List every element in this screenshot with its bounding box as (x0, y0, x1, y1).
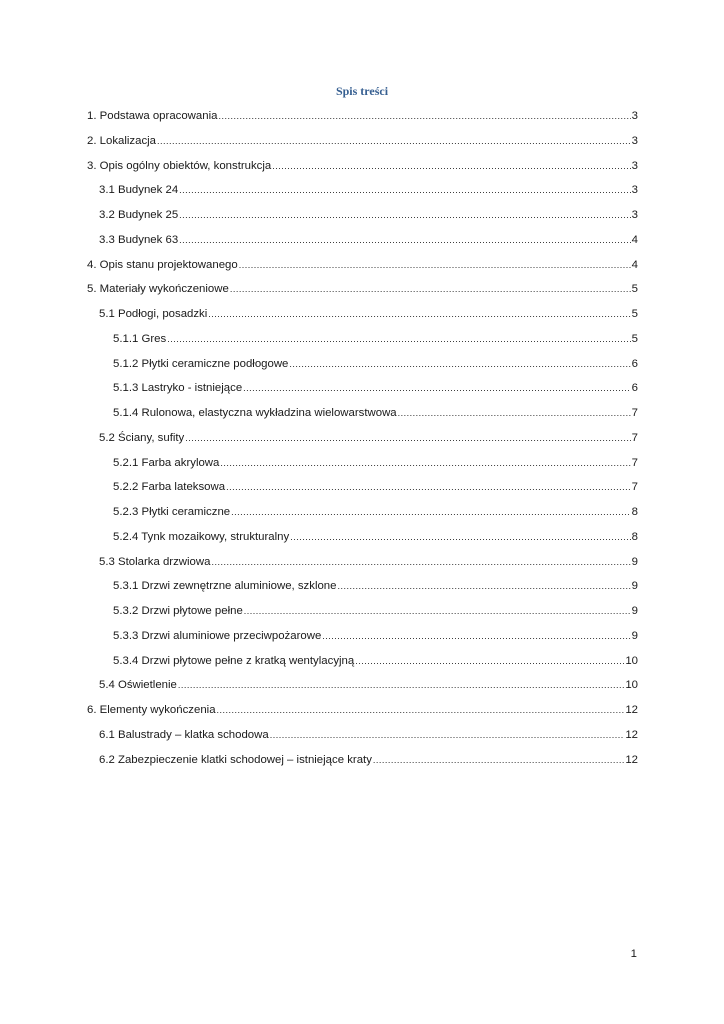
toc-entry[interactable] (87, 228, 638, 253)
toc-entry[interactable] (87, 723, 638, 748)
toc-dot-leader (270, 723, 625, 748)
toc-entry-page: 10 (625, 679, 638, 692)
toc-entry[interactable] (87, 574, 638, 599)
toc-dot-leader (167, 327, 630, 352)
table-of-contents (87, 104, 638, 772)
toc-entry-page: 7 (631, 431, 638, 444)
toc-dot-leader (179, 178, 630, 203)
toc-entry-page: 3 (631, 134, 638, 147)
toc-dot-leader (157, 129, 631, 154)
toc-entry-page: 6 (631, 357, 638, 370)
toc-entry-page: 9 (631, 605, 638, 617)
toc-entry-label: 3.2 Budynek 25 (99, 209, 179, 221)
toc-entry[interactable] (87, 129, 638, 154)
toc-entry-page: 7 (631, 407, 638, 419)
toc-entry-page: 3 (631, 209, 638, 221)
toc-entry[interactable] (87, 203, 638, 228)
toc-entry-label: 5.1 Podłogi, posadzki (99, 308, 208, 320)
toc-entry-label: 1. Podstawa opracowania (87, 110, 218, 122)
toc-entry[interactable] (87, 352, 638, 377)
toc-dot-leader (179, 228, 630, 253)
toc-entry-page: 10 (625, 654, 638, 667)
toc-title: Spis treści (335, 84, 389, 98)
toc-entry-label: 2. Lokalizacja (87, 134, 157, 147)
toc-entry-page: 5 (631, 283, 638, 296)
toc-entry-page: 4 (631, 233, 638, 246)
toc-entry-page: 8 (631, 506, 638, 518)
toc-entry-page: 7 (631, 456, 638, 469)
toc-entry-label: 5.3.2 Drzwi płytowe pełne (113, 605, 243, 617)
toc-entry[interactable] (87, 253, 638, 278)
toc-dot-leader (178, 673, 624, 698)
toc-entry-label: 5.3 Stolarka drzwiowa (99, 555, 211, 568)
toc-entry-page: 9 (631, 580, 638, 593)
toc-entry-label: 5.1.2 Płytki ceramiczne podłogowe (113, 357, 289, 370)
toc-entry[interactable] (87, 178, 638, 203)
toc-dot-leader (218, 104, 630, 129)
toc-entry-label: 5.2.3 Płytki ceramiczne (113, 506, 231, 518)
toc-entry-label: 5.3.1 Drzwi zewnętrzne aluminiowe, szklone (113, 580, 337, 593)
toc-entry-page: 9 (631, 629, 638, 642)
toc-entry-label: 5.3.4 Drzwi płytowe pełne z kratką wentylacyjną (113, 654, 355, 667)
toc-entry-label: 6.2 Zabezpieczenie klatki schodowej – istniejące kraty (99, 753, 372, 766)
toc-entry-page: 3 (631, 184, 638, 197)
toc-entry[interactable] (87, 302, 638, 327)
toc-entry-label: 6.1 Balustrady – klatka schodowa (99, 728, 269, 741)
toc-entry[interactable] (87, 376, 638, 401)
page-number: 1 (630, 948, 637, 960)
toc-entry-label: 4. Opis stanu projektowanego (87, 258, 238, 271)
toc-entry-label: 3.3 Budynek 63 (99, 233, 179, 246)
toc-entry-label: 5.4 Oświetlenie (99, 679, 177, 692)
toc-entry-page: 12 (625, 753, 638, 766)
toc-entry[interactable] (87, 277, 638, 302)
toc-entry[interactable] (87, 475, 638, 500)
toc-dot-leader (226, 475, 631, 500)
toc-dot-leader (272, 154, 630, 179)
toc-entry-label: 5.1.4 Rulonowa, elastyczna wykładzina wielowarstwowa (113, 407, 397, 419)
toc-dot-leader (243, 376, 630, 401)
toc-entry[interactable] (87, 426, 638, 451)
toc-entry[interactable] (87, 624, 638, 649)
toc-entry-label: 6. Elementy wykończenia (87, 704, 216, 716)
toc-entry[interactable] (87, 673, 638, 698)
toc-entry-label: 3.1 Budynek 24 (99, 184, 179, 197)
toc-dot-leader (244, 599, 631, 624)
toc-entry-label: 5.2 Ściany, sufity (99, 431, 185, 444)
toc-entry-label: 5.3.3 Drzwi aluminiowe przeciwpożarowe (113, 629, 322, 642)
toc-entry[interactable] (87, 649, 638, 674)
toc-dot-leader (355, 649, 624, 674)
toc-entry-label: 5. Materiały wykończeniowe (87, 283, 229, 296)
toc-entry[interactable] (87, 500, 638, 525)
toc-entry-page: 6 (631, 382, 638, 395)
toc-entry-label: 5.2.2 Farba lateksowa (113, 481, 226, 494)
toc-dot-leader (217, 698, 625, 723)
toc-entry[interactable] (87, 698, 638, 723)
toc-dot-leader (211, 550, 630, 575)
toc-dot-leader (208, 302, 630, 327)
toc-entry-page: 9 (631, 555, 638, 568)
toc-entry[interactable] (87, 748, 638, 773)
toc-entry-label: 5.2.4 Tynk mozaikowy, strukturalny (113, 530, 290, 543)
toc-dot-leader (289, 352, 630, 377)
toc-entry-page: 3 (631, 159, 638, 172)
toc-entry-page: 12 (625, 704, 638, 716)
toc-dot-leader (220, 451, 630, 476)
toc-entry-page: 5 (631, 308, 638, 320)
toc-dot-leader (185, 426, 630, 451)
toc-dot-leader (231, 500, 631, 525)
toc-entry[interactable] (87, 550, 638, 575)
toc-entry-page: 12 (625, 728, 638, 741)
toc-entry[interactable] (87, 451, 638, 476)
toc-dot-leader (337, 574, 630, 599)
toc-dot-leader (230, 277, 631, 302)
toc-dot-leader (322, 624, 630, 649)
toc-entry[interactable] (87, 525, 638, 550)
toc-entry[interactable] (87, 599, 638, 624)
toc-dot-leader (373, 748, 624, 773)
toc-entry[interactable] (87, 154, 638, 179)
toc-entry[interactable] (87, 104, 638, 129)
toc-entry-page: 5 (631, 332, 638, 345)
toc-entry-label: 5.2.1 Farba akrylowa (113, 456, 220, 469)
toc-dot-leader (290, 525, 630, 550)
toc-entry-page: 8 (631, 530, 638, 543)
toc-dot-leader (398, 401, 631, 426)
toc-entry-label: 5.1.1 Gres (113, 332, 167, 345)
toc-entry[interactable] (87, 401, 638, 426)
toc-entry-page: 3 (631, 110, 638, 122)
toc-dot-leader (179, 203, 630, 228)
toc-entry-page: 7 (631, 481, 638, 494)
toc-entry-label: 5.1.3 Lastryko - istniejące (113, 382, 243, 395)
toc-entry-page: 4 (631, 258, 638, 271)
toc-entry-label: 3. Opis ogólny obiektów, konstrukcja (87, 159, 272, 172)
toc-entry[interactable] (87, 327, 638, 352)
toc-dot-leader (239, 253, 631, 278)
